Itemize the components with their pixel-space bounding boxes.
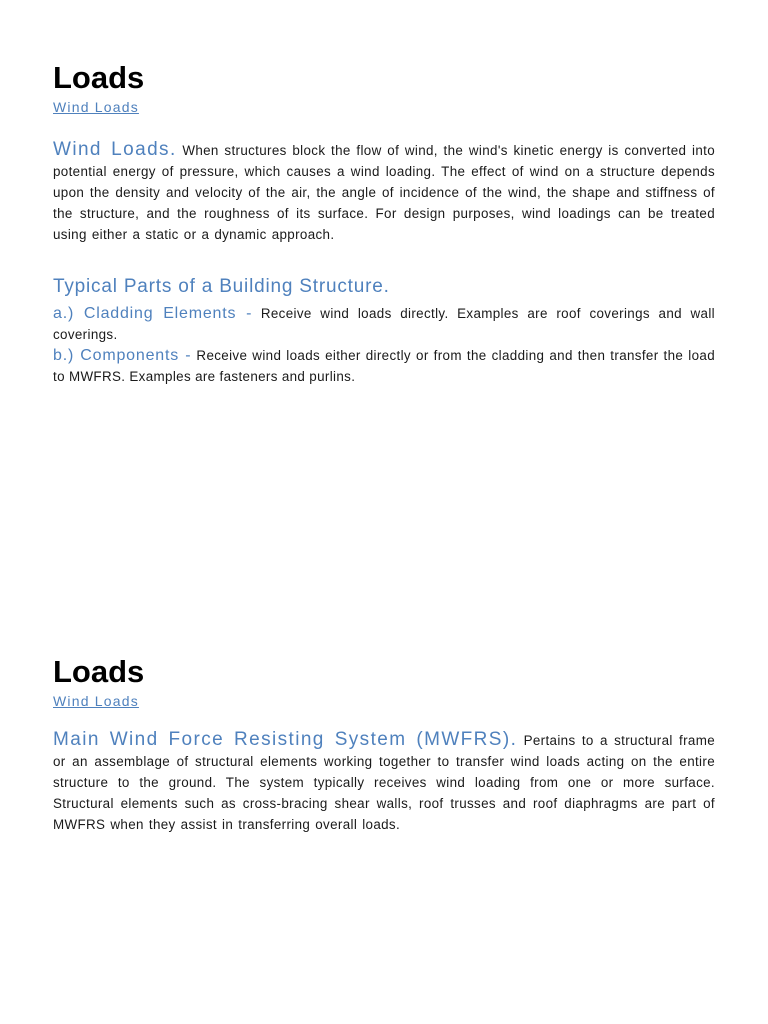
part-item-components: [53, 345, 715, 387]
part-text: Receive wind loads directly. Examples are roof coverings and wall coverings.: [53, 306, 716, 342]
part-text: Receive wind loads either directly or from the cladding and then transfer the load to MWFRS. Examples are fasteners and purlins.: [53, 348, 715, 384]
page-title: Loads: [53, 654, 145, 689]
intro-paragraph: [53, 139, 715, 245]
slide-mwfrs: [53, 654, 715, 835]
part-label: a.) Cladding Elements -: [53, 305, 253, 322]
part-label: b.) Components -: [53, 347, 192, 364]
intro-body: When structures block the flow of wind, the wind's kinetic energy is converted into potential energy of pressure, which causes a wind loading. The effect of wind on a structure depends upon the density and velocity of the air, the angle of incidence of the wind, the shape and stiffness of the structure, and the roughness of its surface. For design purposes, wind loadings can be treated using either a static or a dynamic approach.: [53, 143, 715, 242]
slide-wind-loads: [53, 60, 715, 387]
subtitle-link[interactable]: Wind Loads: [53, 693, 139, 709]
parts-heading: Typical Parts of a Building Structure.: [53, 276, 390, 297]
page-title: Loads: [53, 60, 145, 95]
mwfrs-lead: Main Wind Force Resisting System (MWFRS).: [53, 729, 518, 750]
mwfrs-paragraph: [53, 729, 715, 835]
intro-lead: Wind Loads.: [53, 139, 177, 160]
mwfrs-body: Pertains to a structural frame or an assemblage of structural elements working together to transfer wind loads acting on the entire structure to the ground. The system typically receives wind loading from one or more surface. Structural elements such as cross-bracing shear walls, roof trusses and roof diaphragms are part of MWFRS when they assist in transferring overall loads.: [53, 733, 715, 832]
part-item-cladding: [53, 303, 715, 345]
subtitle-link[interactable]: Wind Loads: [53, 99, 139, 115]
